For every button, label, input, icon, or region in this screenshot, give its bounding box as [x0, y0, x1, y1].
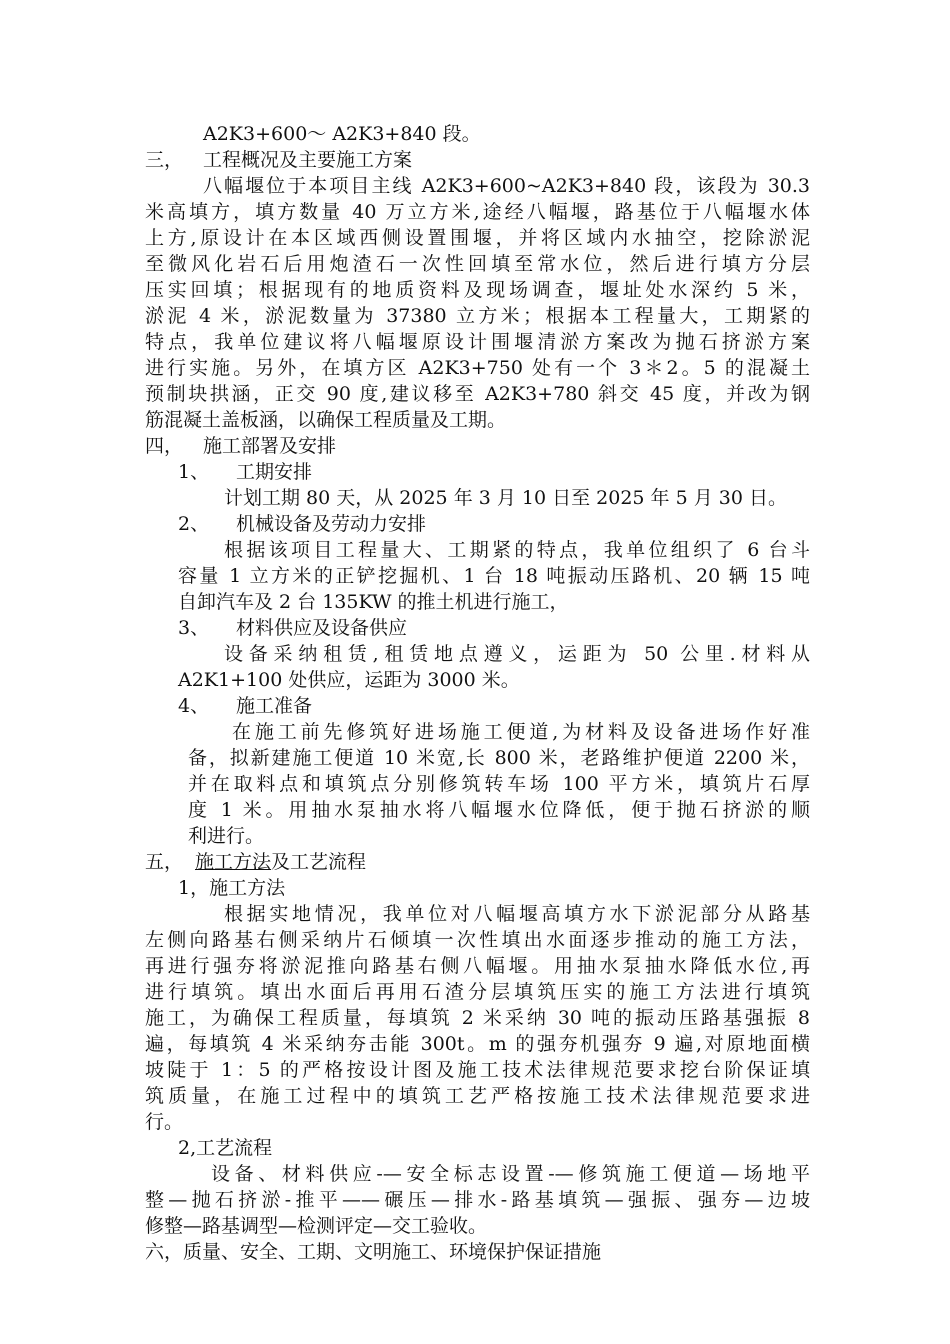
- item-1-body: 计划工期 80 天，从 2025 年 3 月 10 日至 2025 年 5 月 30 日。: [224, 487, 787, 509]
- item-3-number: 3、: [178, 617, 210, 639]
- section-3-title: 工程概况及主要施工方案: [203, 149, 413, 171]
- p1-line-9: 预制块拱涵，正交 90 度,建议移至 A2K3+780 斜交 45 度，并改为钢: [145, 383, 810, 405]
- section-5-heading: [145, 849, 810, 875]
- item-4-line-4: 度 1 米。用抽水泵抽水将八幅堰水位降低，便于抛石挤淤的顺: [188, 799, 810, 821]
- item-2-title: 机械设备及劳动力安排: [236, 513, 427, 535]
- item-3-title: 材料供应及设备供应: [236, 617, 408, 639]
- method-2-line-2: 整—抛石挤淤-推平——碾压—排水-路基填筑—强振、强夯—边坡: [145, 1189, 810, 1211]
- item-3-line-1: 设备采纳租赁,租赁地点遵义，运距为 50 公里.材料从: [224, 643, 810, 665]
- method-1-line-9: 行。: [145, 1111, 184, 1133]
- item-4-number: 4、: [178, 695, 210, 717]
- section-3-number: 三，: [145, 149, 184, 171]
- method-2-heading: 2,工艺流程: [178, 1137, 273, 1159]
- section-4-title: 施工部署及安排: [203, 435, 337, 457]
- section-5-title-rest: 及工艺流程: [271, 851, 367, 873]
- method-2-line-1: 设备、材料供应-—安全标志设置-—修筑施工便道—场地平: [211, 1163, 810, 1185]
- item-4-line-2: 备，拟新建施工便道 10 米宽,长 800 米，老路维护便道 2200 米，: [188, 747, 810, 769]
- method-1-line-4: 进行填筑。填出水面后再用石渣分层填筑压实的施工方法进行填筑: [145, 981, 810, 1003]
- p1-line-1: 八幅堰位于本项目主线 A2K3+600~A2K3+840 段，该段为 30.3: [203, 175, 810, 197]
- p1-line-3: 上方,原设计在本区域西侧设置围堰，并将区域内水抽空，挖除淤泥: [145, 227, 810, 249]
- range-continuation: A2K3+600～ A2K3+840 段。: [203, 123, 481, 145]
- item-2-heading: [145, 511, 810, 537]
- method-1-line-1: 根据实地情况，我单位对八幅堰高填方水下淤泥部分从路基: [224, 903, 810, 925]
- item-4-line-5: 利进行。: [188, 825, 265, 847]
- item-2-line-1: 根据该项目工程量大、工期紧的特点，我单位组织了 6 台斗: [224, 539, 810, 561]
- p1-line-10: 筋混凝土盖板涵，以确保工程质量及工期。: [145, 409, 507, 431]
- p1-line-7: 特点，我单位建议将八幅堰原设计围堰清淤方案改为抛石挤淤方案: [145, 331, 810, 353]
- p1-line-8: 进行实施。另外，在填方区 A2K3+750 处有一个 3＊2。5 的混凝土: [145, 357, 810, 379]
- item-2-number: 2、: [178, 513, 210, 535]
- item-3-body: [145, 641, 810, 693]
- p1-line-4: 至微风化岩石后用炮渣石一次性回填至常水位，然后进行填方分层: [145, 253, 810, 275]
- method-1-line-2: 左侧向路基右侧采纳片石倾填一次性填出水面逐步推动的施工方法，: [145, 929, 810, 951]
- p1-line-6: 淤泥 4 米，淤泥数量为 37380 立方米；根据本工程量大，工期紧的: [145, 305, 810, 327]
- method-1-line-8: 筑质量，在施工过程中的填筑工艺严格按施工技术法律规范要求进: [145, 1085, 810, 1107]
- p1-line-5: 压实回填；根据现有的地质资料及现场调查，堰址处水深约 5 米，: [145, 279, 810, 301]
- section-3-heading: [145, 147, 810, 173]
- item-4-line-1: 在施工前先修筑好进场施工便道,为材料及设备进场作好准: [232, 721, 810, 743]
- section-5-title-underlined: 施工方法: [195, 851, 272, 873]
- item-4-heading: [145, 693, 810, 719]
- item-1-title: 工期安排: [236, 461, 313, 483]
- item-2-body: [145, 537, 810, 615]
- item-4-body: [145, 719, 810, 849]
- item-3-heading: [145, 615, 810, 641]
- section-4-heading: [145, 433, 810, 459]
- item-4-line-3: 并在取料点和填筑点分别修筑转车场 100 平方米，填筑片石厚: [188, 773, 810, 795]
- method-1-heading: 1，施工方法: [178, 877, 286, 899]
- method-1-line-5: 施工，为确保工程质量，每填筑 2 米采纳 30 吨的振动压路基强振 8: [145, 1007, 810, 1029]
- method-2-line-3: 修整—路基调型—检测评定—交工验收。: [145, 1215, 488, 1237]
- item-2-line-2: 容量 1 立方米的正铲挖掘机、1 台 18 吨振动压路机、20 辆 15 吨: [178, 565, 810, 587]
- document-body: [145, 121, 810, 1265]
- section-5-number: 五，: [145, 851, 184, 873]
- item-1-heading: [145, 459, 810, 485]
- method-1-line-7: 坡陡于 1：5 的严格按设计图及施工技术法律规范要求挖台阶保证填: [145, 1059, 810, 1081]
- p1-line-2: 米高填方，填方数量 40 万立方米,途经八幅堰，路基位于八幅堰水体: [145, 201, 810, 223]
- section-4-number: 四，: [145, 435, 184, 457]
- item-2-line-3: 自卸汽车及 2 台 135KW 的推土机进行施工，: [178, 591, 569, 613]
- item-3-line-2: A2K1+100 处供应，运距为 3000 米。: [178, 669, 520, 691]
- item-1-number: 1、: [178, 461, 210, 483]
- item-4-title: 施工准备: [236, 695, 313, 717]
- section-6-heading: 六，质量、安全、工期、文明施工、环境保护保证措施: [145, 1241, 602, 1263]
- method-1-line-3: 再进行强夯将淤泥推向路基右侧八幅堰。用抽水泵抽水降低水位,再: [145, 955, 810, 977]
- method-1-line-6: 遍，每填筑 4 米采纳夯击能 300t。m 的强夯机强夯 9 遍,对原地面横: [145, 1033, 810, 1055]
